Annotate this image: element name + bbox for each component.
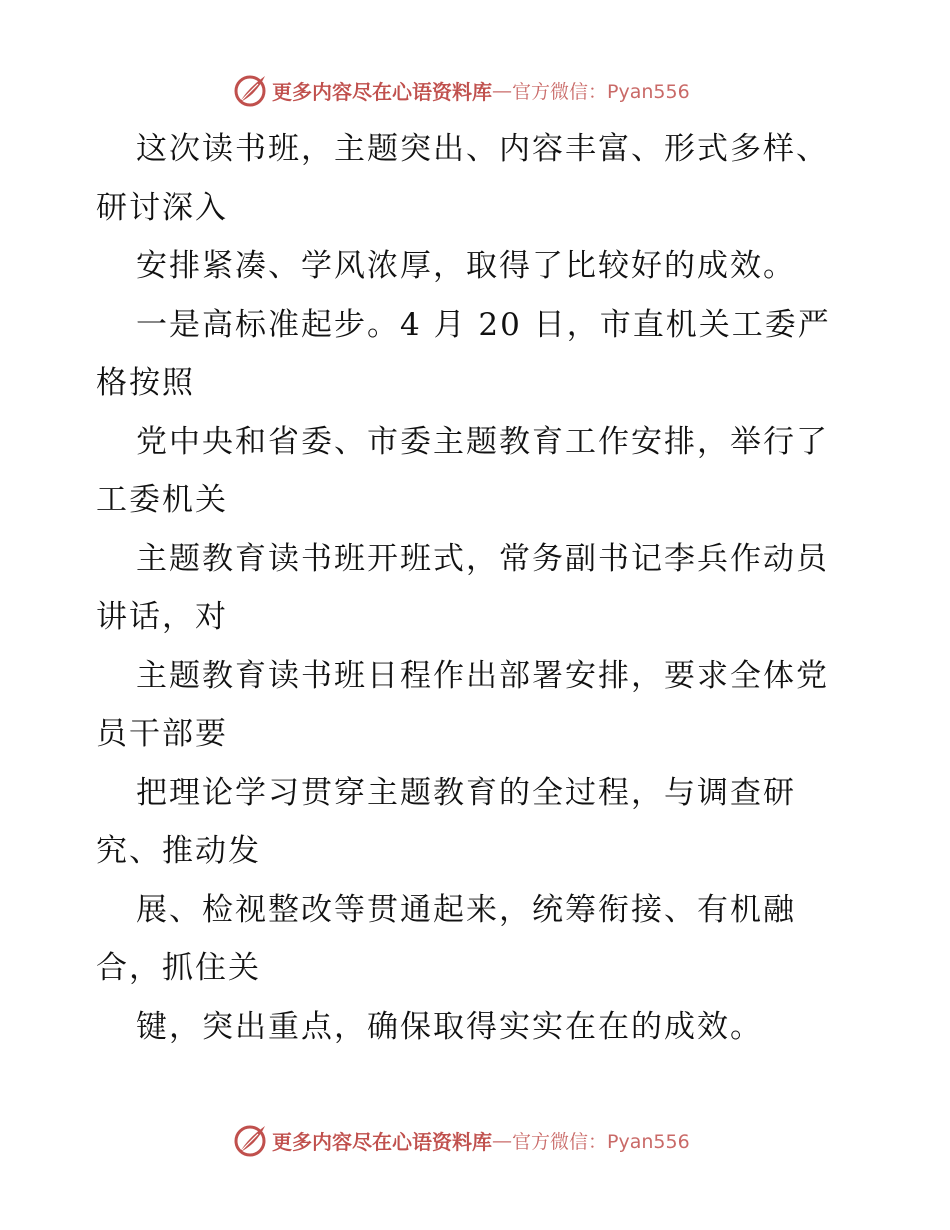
text-line: 讲话，对 xyxy=(96,599,228,635)
text-line: 员干部要 xyxy=(96,716,228,752)
text-line: 究、推动发 xyxy=(96,833,261,869)
watermark-main-text: 更多内容尽在心语资料库 xyxy=(272,79,492,104)
watermark-separator: — xyxy=(492,78,512,102)
text-line: 键，突出重点，确保取得实实在在的成效。 xyxy=(136,1008,763,1045)
text-line: 安排紧凑、学风浓厚，取得了比较好的成效。 xyxy=(136,248,796,284)
header-watermark xyxy=(232,70,690,110)
watermark-separator: — xyxy=(492,1128,512,1152)
watermark-sub-text: 官方微信：Pyan556 xyxy=(512,1130,690,1153)
footer-watermark xyxy=(232,1120,690,1160)
watermark-sub-text: 官方微信：Pyan556 xyxy=(512,80,690,103)
text-line: 研讨深入 xyxy=(96,189,228,226)
text-line: 主题教育读书班日程作出部署安排，要求全体党 xyxy=(136,657,829,694)
watermark-main-text: 更多内容尽在心语资料库 xyxy=(272,1129,492,1154)
text-line: 这次读书班，主题突出、内容丰富、形式多样、 xyxy=(136,131,829,167)
text-line: 党中央和省委、市委主题教育工作安排，举行了 xyxy=(136,423,829,460)
text-line: 合，抓住关 xyxy=(96,950,261,986)
text-line: 工委机关 xyxy=(96,482,228,518)
feather-pen-circle-icon xyxy=(232,1122,268,1158)
document-body xyxy=(96,120,866,1056)
text-line: 展、检视整改等贯通起来，统筹衔接、有机融 xyxy=(136,891,796,928)
text-line: 格按照 xyxy=(96,365,195,401)
feather-pen-circle-icon xyxy=(232,72,268,108)
text-line: 一是高标准起步。4 月 20 日，市直机关工委严 xyxy=(136,306,831,343)
text-line: 主题教育读书班开班式，常务副书记李兵作动员 xyxy=(136,540,829,577)
text-line: 把理论学习贯穿主题教育的全过程，与调查研 xyxy=(136,774,796,811)
